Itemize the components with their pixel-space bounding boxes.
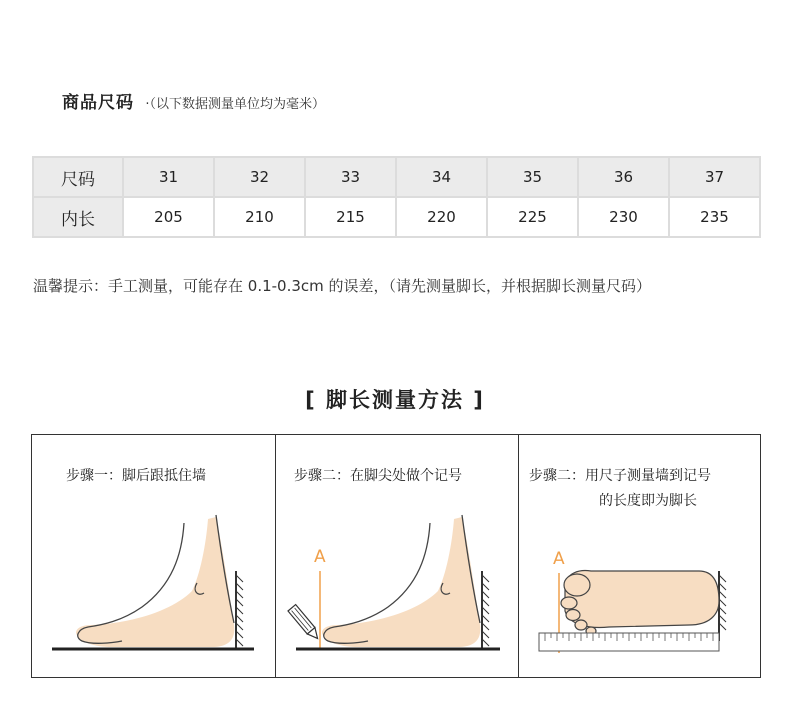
- unit-note: ·（以下数据测量单位均为毫米）: [145, 97, 326, 112]
- row-label-length: 内长: [33, 197, 123, 237]
- length-cell: 210: [214, 197, 305, 237]
- mark-toe-illustration: [276, 435, 519, 679]
- length-cell: 220: [396, 197, 487, 237]
- step-panel-3: [518, 435, 761, 677]
- page-title-row: [62, 88, 325, 113]
- size-cell: 34: [396, 157, 487, 197]
- size-cell: 31: [123, 157, 214, 197]
- measurement-tip: 温馨提示：手工测量，可能存在 0.1-0.3cm 的误差，（请先测量脚长，并根据脚长测量尺码）: [33, 277, 652, 295]
- length-cell: 215: [305, 197, 396, 237]
- step-panel-1: [32, 435, 275, 677]
- method-title: [ 脚长测量方法 ]: [305, 388, 485, 412]
- size-cell: 32: [214, 157, 305, 197]
- step-2-label: 步骤二：在脚尖处做个记号: [294, 468, 462, 484]
- step-3-label-line2: 的长度即为脚长: [599, 493, 697, 509]
- step-3-label-line1: 步骤二：用尺子测量墙到记号: [529, 468, 711, 484]
- length-cell: 205: [123, 197, 214, 237]
- size-cell: 35: [487, 157, 578, 197]
- step-panel-2: [275, 435, 518, 677]
- table-row-size: [33, 157, 760, 197]
- length-cell: 225: [487, 197, 578, 237]
- table-row-length: [33, 197, 760, 237]
- size-cell: 37: [669, 157, 760, 197]
- foot-against-wall-illustration: [32, 435, 275, 679]
- length-cell: 235: [669, 197, 760, 237]
- size-cell: 36: [578, 157, 669, 197]
- page-title: 商品尺码: [62, 93, 134, 113]
- method-panels: [31, 434, 761, 678]
- marker-a-label: A: [314, 547, 326, 567]
- size-table: [32, 156, 761, 238]
- size-cell: 33: [305, 157, 396, 197]
- step-1-label: 步骤一：脚后跟抵住墙: [66, 468, 206, 484]
- marker-a-label: A: [553, 549, 565, 569]
- length-cell: 230: [578, 197, 669, 237]
- row-label-size: 尺码: [33, 157, 123, 197]
